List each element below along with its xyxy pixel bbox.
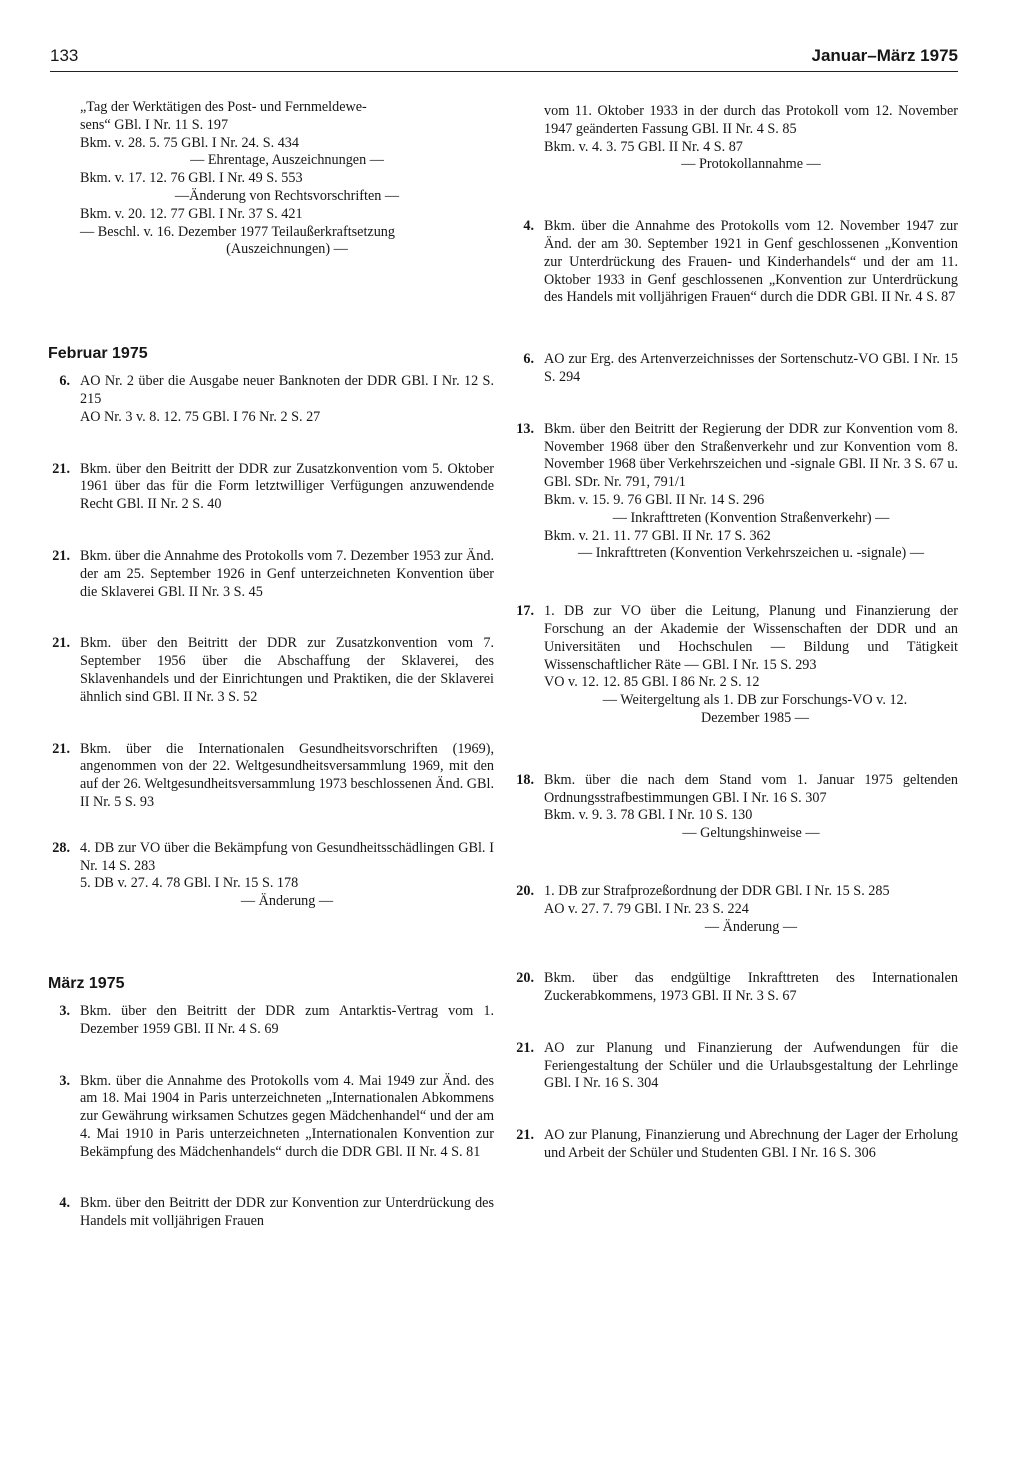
entry-day: 4. (59, 1195, 70, 1212)
intro-line: —Änderung von Rechtsvorschriften — (174, 187, 400, 204)
entry-note: — Protokollannahme — (681, 156, 821, 173)
entry-note: — Weitergeltung als 1. DB zur Forschungs-VO v. 12. Dezember 1985 — (602, 692, 908, 726)
entry-text: Bkm. über den Beitritt der DDR zum Antarktis-Vertrag vom 1. Dezember 1959 GBl. II Nr. 4 S. 69 (80, 1002, 494, 1037)
entry-text: Bkm. über die Internationalen Gesundheitsvorschriften (1969), angenommen von der 22. Weltgesundheitsversammlung 1969, mit den auf der 26. Weltgesundheitsversammlung 1973 beschlossenen Änd. GBl. II Nr. 5 S. 93 (80, 740, 494, 810)
entry-sub: AO v. 27. 7. 79 GBl. I Nr. 23 S. 224 (544, 900, 749, 917)
entry-note: — Änderung — (704, 918, 798, 935)
intro-line: — Ehrentage, Auszeichnungen — (190, 152, 384, 169)
list-item (512, 772, 958, 808)
left-column (48, 99, 494, 1231)
right-column (512, 103, 958, 1163)
entry-text: AO zur Erg. des Artenverzeichnisses der Sortenschutz-VO GBl. I Nr. 15 S. 294 (544, 351, 958, 385)
intro-line: Bkm. v. 17. 12. 76 GBl. I Nr. 49 S. 553 (80, 170, 303, 187)
entry-day: 17. (516, 603, 534, 620)
entry-note: — Inkrafttreten (Konvention Straßenverkehr) — (612, 509, 890, 526)
list-item (512, 1040, 958, 1093)
entry-text: AO zur Planung, Finanzierung und Abrechnung der Lager der Erholung und Arbeit der Schüler und Studenten GBl. I Nr. 16 S. 306 (544, 1127, 958, 1162)
entry-note: — Inkrafttreten (Konvention Verkehrszeichen u. -signale) — (577, 545, 925, 562)
list-item (512, 351, 958, 387)
entry-day: 20. (516, 970, 534, 987)
entry-sub: Bkm. v. 4. 3. 75 GBl. II Nr. 4 S. 87 (544, 138, 743, 155)
intro-line: Bkm. v. 28. 5. 75 GBl. I Nr. 24. S. 434 (80, 134, 299, 151)
list-item (48, 1073, 494, 1162)
entry-text: 1. DB zur VO über die Leitung, Planung und Finanzierung der Forschung an der Akademie der Wissenschaften der DDR und an Universitäten und Hochschulen — Bildung und Tätigkeit Wissenschaftlicher Räte — GBl. I Nr. 15 S. 293 (544, 603, 958, 673)
entry-sub: VO v. 12. 12. 85 GBl. I 86 Nr. 2 S. 12 (544, 674, 760, 691)
entry-text: Bkm. über die Annahme des Protokolls vom 12. November 1947 zur Änd. der am 30. September 1921 in Genf geschlossenen „Konvention zur Unterdrückung des Frauen- und Kinderhandels“ und der am 11. Oktober 1933 in Genf geschlossenen „Konvention zur Unterdrückung des Handels mit volljährigen Frauen“ durch die DDR GBl. II Nr. 4 S. 87 (544, 218, 958, 306)
list-item (512, 421, 958, 492)
entry-sub: Bkm. v. 21. 11. 77 GBl. II Nr. 17 S. 362 (544, 527, 771, 544)
page-number: 133 (50, 46, 79, 65)
entry-sub: Bkm. v. 9. 3. 78 GBl. I Nr. 10 S. 130 (544, 807, 753, 824)
intro-line: (Auszeichnungen) — (226, 241, 348, 258)
entry-day: 21. (516, 1127, 534, 1144)
entry-day: 21. (52, 635, 70, 652)
list-item (512, 218, 958, 307)
month-heading-maerz: März 1975 (48, 974, 125, 992)
entry-text: 1. DB zur Strafprozeßordnung der DDR GBl. I Nr. 15 S. 285 (544, 882, 890, 899)
intro-line: — Beschl. v. 16. Dezember 1977 Teilaußerkraftsetzung (80, 223, 395, 240)
list-item (48, 461, 494, 514)
entry-day: 3. (59, 1002, 70, 1019)
entry-text: Bkm. über den Beitritt der Regierung der DDR zur Konvention vom 8. November 1968 über den Straßenverkehr und zur Konvention vom 8. November 1968 über Verkehrszeichen und -signale GBl. II Nr. 3 S. 67 u. GBl. SDr. Nr. 791, 791/1 (544, 420, 958, 491)
entry-day: 6. (523, 351, 534, 368)
entry-sub: 5. DB v. 27. 4. 78 GBl. I Nr. 15 S. 178 (80, 875, 299, 892)
entry-day: 21. (52, 740, 70, 757)
entry-day: 4. (523, 218, 534, 235)
list-item (48, 635, 494, 706)
entry-day: 21. (516, 1039, 534, 1056)
list-item (512, 1127, 958, 1163)
intro-block (48, 99, 494, 259)
list-item (512, 970, 958, 1006)
entry-text: Bkm. über das endgültige Inkrafttreten des Internationalen Zuckerabkommens, 1973 GBl. II Nr. 3 S. 67 (544, 970, 958, 1005)
intro-line: „Tag der Werktätigen des Post- und Fernmeldewe- (80, 99, 367, 115)
entry-note: — Geltungshinweise — (682, 825, 820, 842)
list-item (48, 1003, 494, 1039)
continued-text: vom 11. Oktober 1933 in der durch das Protokoll vom 12. November 1947 geänderten Fassung GBl. II Nr. 4 S. 85 (544, 103, 958, 137)
entry-sub: AO Nr. 3 v. 8. 12. 75 GBl. I 76 Nr. 2 S. 27 (80, 408, 321, 425)
entry-day: 13. (516, 420, 534, 437)
entry-day: 21. (52, 547, 70, 564)
list-item (512, 883, 958, 901)
entry-sub: Bkm. v. 15. 9. 76 GBl. II Nr. 14 S. 296 (544, 491, 765, 508)
running-head: Januar–März 1975 (811, 46, 958, 65)
list-item (48, 1195, 494, 1231)
entry-text: AO Nr. 2 über die Ausgabe neuer Banknoten der DDR GBl. I Nr. 12 S. 215 (80, 373, 494, 407)
entry-day: 6. (59, 373, 70, 390)
entry-text: AO zur Planung und Finanzierung der Aufwendungen für die Feriengestaltung der Schüler und die Urlaubsgestaltung der Lehrlinge GBl. I Nr. 16 S. 304 (544, 1039, 958, 1092)
entry-day: 3. (59, 1072, 70, 1089)
list-item (48, 741, 494, 812)
entry-text: 4. DB zur VO über die Bekämpfung von Gesundheitsschädlingen GBl. I Nr. 14 S. 283 (80, 839, 494, 874)
entry-text: Bkm. über den Beitritt der DDR zur Zusatzkonvention vom 5. Oktober 1961 über das für die Form letztwilliger Verfügungen anzuwendende Recht GBl. II Nr. 2 S. 40 (80, 460, 494, 513)
list-item (512, 603, 958, 674)
list-item (48, 840, 494, 876)
entry-day: 28. (52, 839, 70, 856)
entry-day: 18. (516, 771, 534, 788)
list-item (48, 373, 494, 409)
entry-day: 20. (516, 882, 534, 899)
entry-day: 21. (52, 460, 70, 477)
intro-line: Bkm. v. 20. 12. 77 GBl. I Nr. 37 S. 421 (80, 205, 303, 222)
entry-text: Bkm. über den Beitritt der DDR zur Konvention zur Unterdrückung des Handels mit volljährigen Frauen (80, 1195, 494, 1230)
entry-text: Bkm. über die Annahme des Protokolls vom 4. Mai 1949 zur Änd. des am 18. Mai 1904 in Paris unterzeichneten „Internationalen Abkommens zur Gewährung wirksamen Schutzes gegen Mädchenhandel“ und der am 4. Mai 1910 in Paris unterzeichneten „Internationalen Konvention zur Bekämpfung des Mädchenhandels“ durch die DDR GBl. II Nr. 4 S. 81 (80, 1072, 494, 1160)
entry-text: Bkm. über die nach dem Stand vom 1. Januar 1975 geltenden Ordnungsstrafbestimmungen GBl. I Nr. 16 S. 307 (544, 771, 958, 806)
entry-text: Bkm. über die Annahme des Protokolls vom 7. Dezember 1953 zur Änd. der am 25. September 1926 in Genf unterzeichneten Konvention über die Sklaverei GBl. II Nr. 3 S. 45 (80, 547, 494, 600)
entry-text: Bkm. über den Beitritt der DDR zur Zusatzkonvention vom 7. September 1956 über die Abschaffung der Sklaverei, des Sklavenhandels und der Einrichtungen und Praktiken, die der Sklaverei ähnlich sind GBl. II Nr. 3 S. 52 (80, 635, 494, 705)
intro-line: sens“ GBl. I Nr. 11 S. 197 (80, 116, 229, 133)
month-heading-februar: Februar 1975 (48, 345, 148, 363)
entry-note: — Änderung — (240, 893, 334, 910)
header-rule (50, 71, 958, 72)
list-item (48, 548, 494, 601)
